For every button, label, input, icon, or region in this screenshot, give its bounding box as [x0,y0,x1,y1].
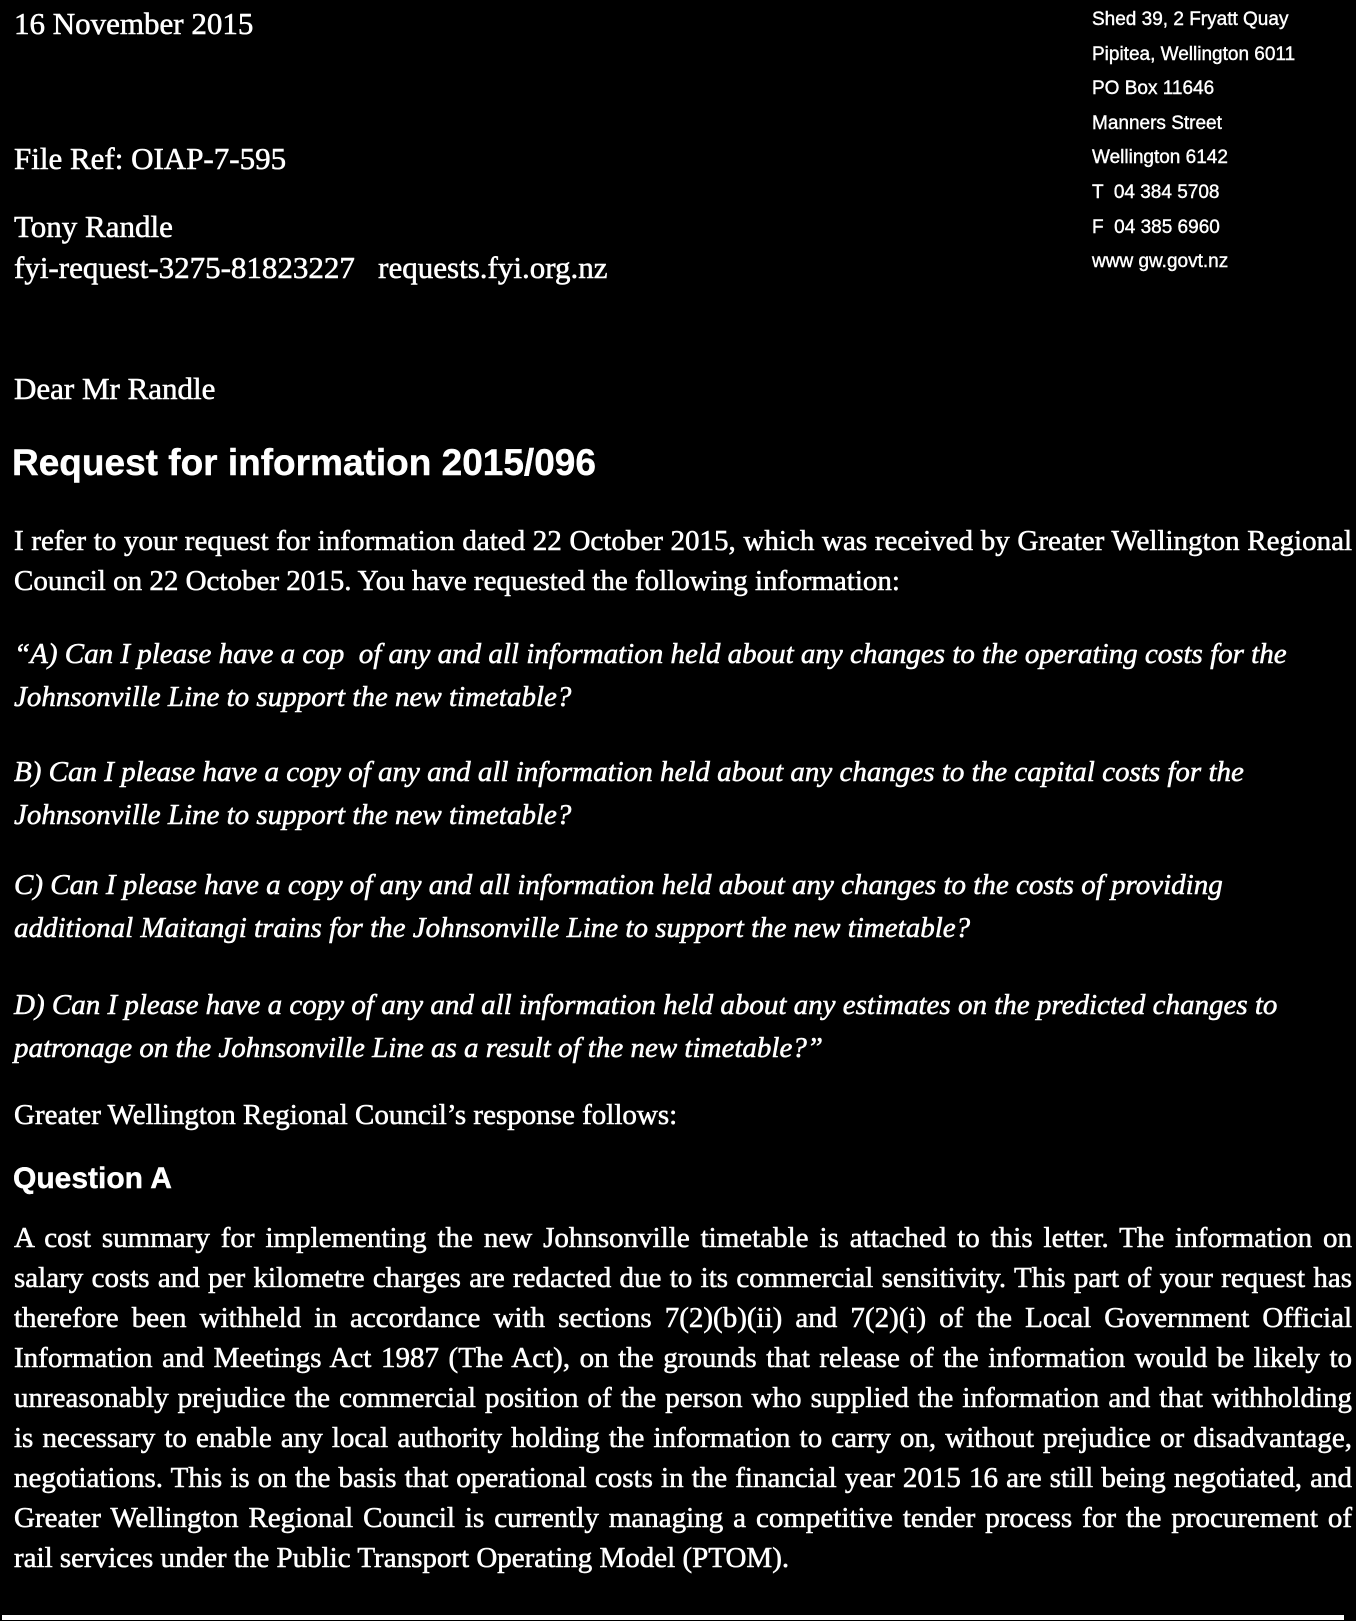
quoted-request-b: B) Can I please have a copy of any and all information held about any changes to the capital costs for the Johnsonville Line to support the new timetable? [14,756,1252,831]
letter-date: 16 November 2015 [14,6,254,41]
intro-paragraph: I refer to your request for information dated 22 October 2015, which was received by Greater Wellington Regional Council on 22 October 2015. You have requested the following information: [14,525,1352,597]
address-line: Shed 39, 2 Fryatt Quay [1092,9,1289,30]
file-ref: File Ref: OIAP-7-595 [14,141,287,176]
address-line: Manners Street [1092,112,1222,134]
quoted-request-c: C) Can I please have a copy of any and all information held about any changes to the costs of providing additional Maitangi trains for the Johnsonville Line to support the new timetable? [14,869,1230,944]
scan-artifact-line [2,1615,1344,1620]
salutation: Dear Mr Randle [14,371,216,406]
recipient-name: Tony Randle [14,209,173,244]
address-website: www gw.govt.nz [1092,251,1229,273]
quoted-request-d: D) Can I please have a copy of any and all information held about any estimates on the predicted changes to patronage on the Johnsonville Line as a result of the new timetable?” [14,989,1285,1064]
subject-heading: Request for information 2015/096 [12,442,596,483]
question-a-heading: Question A [13,1162,172,1195]
response-intro: Greater Wellington Regional Council’s response follows: [14,1099,678,1131]
recipient-email: fyi-request-3275-81823227 requests.fyi.org.nz [14,250,608,285]
address-fax: F 04 385 6960 [1092,216,1220,238]
question-a-body: A cost summary for implementing the new Johnsonville timetable is attached to this letter. The information on salary costs and per kilometre charges are redacted due to its commercial sensitivity. This part of your request has therefore been withheld in accordance with sections 7(2)(b)(ii) and 7(2)(i) of the Local Government Official Information and Meetings Act 1987 (The Act), on the grounds that release of the information would be likely to unreasonably prejudice the commercial position of the person who supplied the information and that withholding is necessary to enable any local authority holding the information to carry on, without prejudice or disadvantage, negotiations. This is on the basis that operational costs in the financial year 2015 16 are still being negotiated, and Greater Wellington Regional Council is currently managing a competitive tender process for the procurement of rail services under the Public Transport Operating Model (PTOM). [14,1222,1352,1574]
quoted-request-a: “A) Can I please have a cop of any and all information held about any changes to the operating costs for the Johnsonville Line to support the new timetable? [14,638,1294,713]
address-phone: T 04 384 5708 [1092,181,1220,203]
address-line: Pipitea, Wellington 6011 [1092,43,1296,65]
letterhead-address [1092,3,1295,280]
address-line: PO Box 11646 [1092,78,1215,100]
address-line: Wellington 6142 [1092,147,1228,169]
recipient-block [14,206,607,288]
